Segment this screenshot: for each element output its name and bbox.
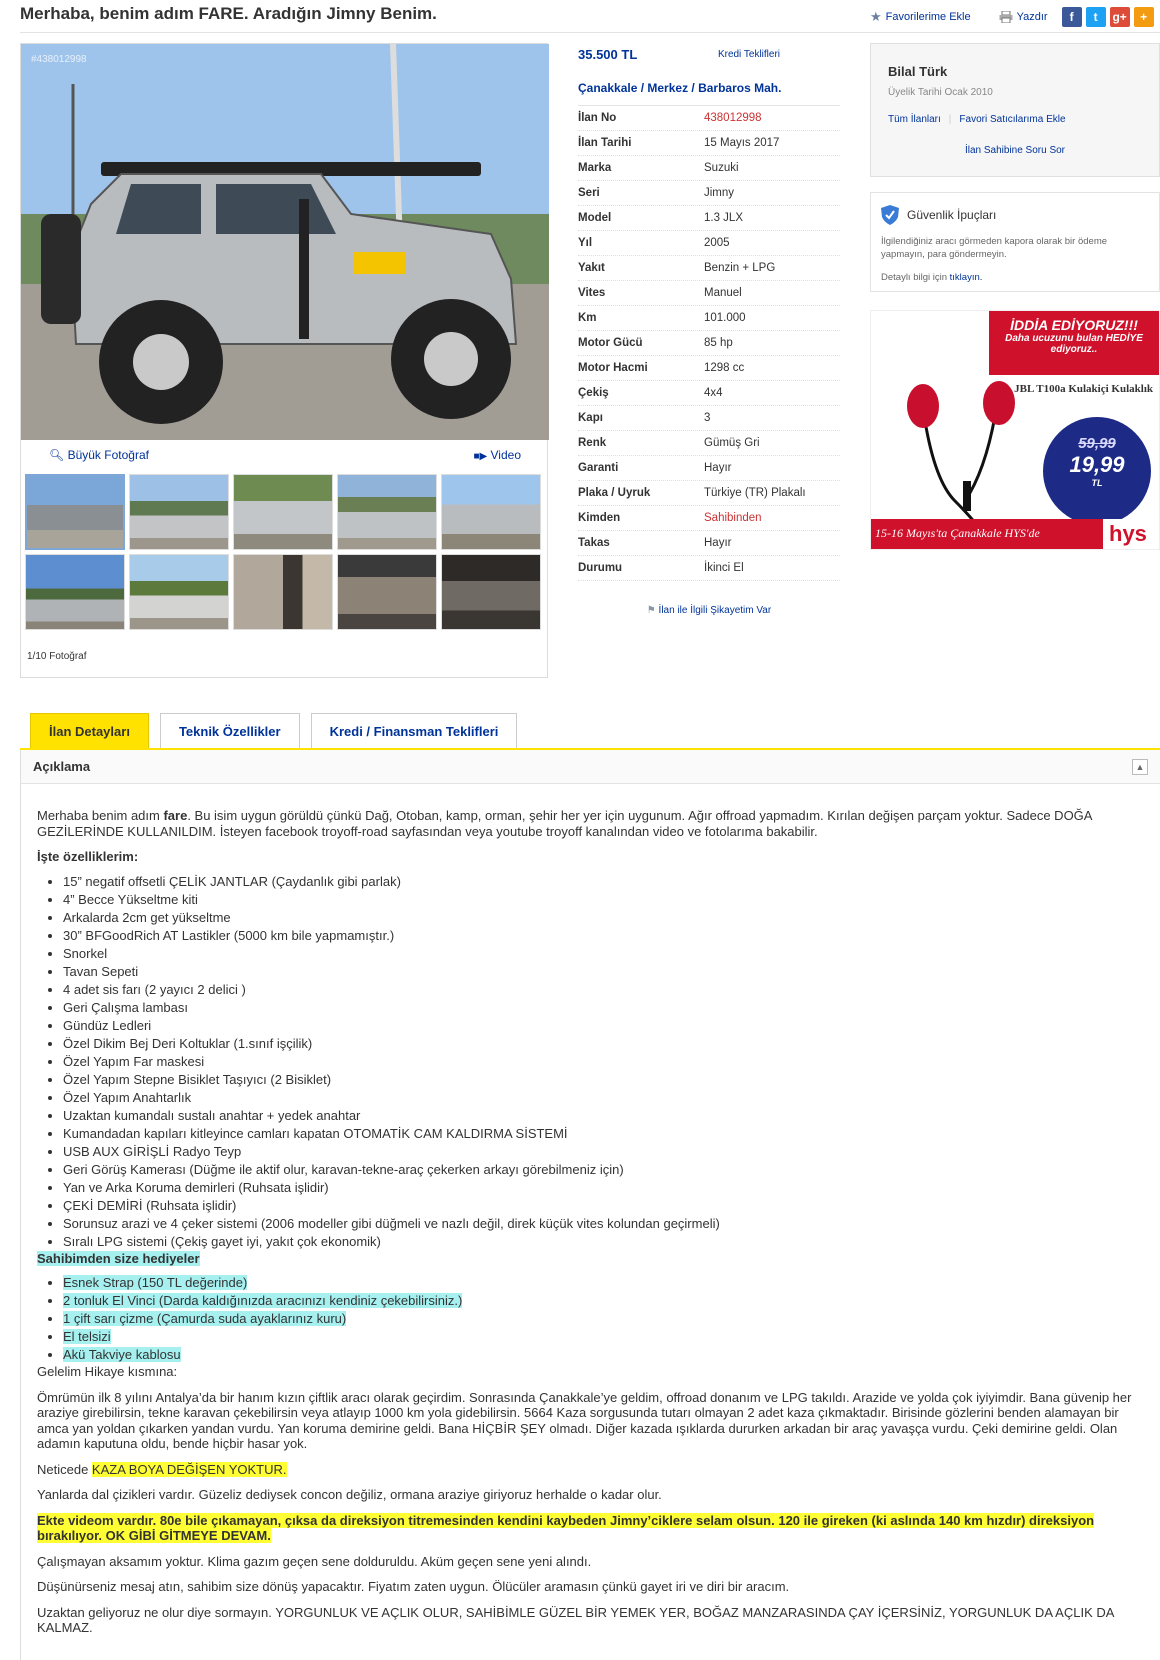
share-more-icon[interactable]: + <box>1134 7 1154 27</box>
attribute-row <box>578 106 840 131</box>
gift-text: 1 çift sarı çizme (Çamurda suda ayaklarınız kuru) <box>63 1311 347 1326</box>
gift-item <box>63 1310 1147 1328</box>
feature-item: • Uzaktan kumandalı sustalı anahtar + yedek anahtar <box>63 1107 1147 1125</box>
ad-product: JBL T100a Kulakiçi Kulaklık <box>1014 383 1153 395</box>
attribute-row <box>578 281 840 306</box>
photo-counter: 1/10 Fotoğraf <box>27 651 87 662</box>
seller-card <box>870 43 1160 177</box>
location-city[interactable]: Çanakkale <box>578 81 638 95</box>
features-list <box>37 873 1147 1251</box>
thumbnail-grid <box>25 474 545 630</box>
attribute-row <box>578 381 840 406</box>
photo-id-watermark: #438012998 <box>31 54 87 65</box>
attribute-key: Motor Gücü <box>578 337 643 349</box>
attribute-row <box>578 256 840 281</box>
all-listings-link[interactable]: Tüm İlanları <box>888 114 941 125</box>
attribute-row <box>578 481 840 506</box>
thumbnail[interactable] <box>337 554 437 630</box>
feature-item: • Özel Yapım Anahtarlık <box>63 1089 1147 1107</box>
feature-item: • 4” Becce Yükseltme kiti <box>63 891 1147 909</box>
attribute-value: 15 Mayıs 2017 <box>704 137 780 149</box>
feature-item: • 30” BFGoodRich AT Lastikler (5000 km bile yapmamıştır.) <box>63 927 1147 945</box>
attribute-key: Marka <box>578 162 612 174</box>
flag-icon: ⚑ <box>646 605 656 616</box>
attribute-value: Türkiye (TR) Plakalı <box>704 487 806 499</box>
gift-item <box>63 1328 1147 1346</box>
thumbnail[interactable] <box>25 474 125 550</box>
attribute-key: Model <box>578 212 612 224</box>
attribute-value: 1.3 JLX <box>704 212 743 224</box>
thumbnail[interactable] <box>233 474 333 550</box>
attribute-row <box>578 406 840 431</box>
twitter-icon[interactable]: t <box>1086 7 1106 27</box>
ad-footer: 15-16 Mayıs'ta Çanakkale HYS'de hys <box>871 519 1160 549</box>
story-paragraph: Ömrümün ilk 8 yılını Antalya’da bir hanım kızın çiftlik aracı olarak geçirdim. Sonrasında Çanakkale’ye geldim, offroad donanım ve LPG takıldı. Arazide ve yolda çok iyiyimdir. Bana güvenip her araziye girebilirsin, tekne karavan çekebilirsin veya atlayıp 1000 km yola gidebilirsin. 5664 Kaza sorgusunda tutarı olmayan 2 adet kaza çıkmaktadır. Birisinde gözlerini benden alamayan bir amca yan yoldan çıkarken yandan vurdu. Yan koruma demirine geldi. Bana HİÇBİR ŞEY olmadı. Diğer kazada ışıklarda dururken arkadan bir araç yavaşça vurdu. Çeki demirine geldi. Olan adamın kaputuna oldu, bende hiçbir hasar yok. <box>37 1389 1132 1451</box>
feature-item: • Geri Görüş Kamerası (Düğme ile aktif olur, karavan-tekne-araç çekerken arkayı görebilmeniz için) <box>63 1161 1147 1179</box>
attribute-value: Hayır <box>704 537 732 549</box>
gift-text: Esnek Strap (150 TL değerinde) <box>63 1275 248 1290</box>
advertisement-banner[interactable] <box>870 310 1160 550</box>
security-text: İlgilendiğiniz aracı görmeden kapora olarak bir ödeme yapmayın, para göndermeyin. <box>881 236 1108 260</box>
attribute-key: Vites <box>578 287 606 299</box>
location-neighborhood[interactable]: Barbaros Mah. <box>698 81 782 95</box>
top-actions <box>870 7 1154 27</box>
magnifier-icon: 🔍︎ <box>49 448 65 462</box>
thumbnail[interactable] <box>337 474 437 550</box>
tab-listing-details[interactable]: İlan Detayları <box>30 713 149 749</box>
photo-links <box>21 440 549 470</box>
security-more-link[interactable]: tıklayın. <box>949 272 983 283</box>
feature-item: • Snorkel <box>63 945 1147 963</box>
scratches-paragraph: Yanlarda dal çizikleri vardır. Güzeliz dediysek concon değiliz, ormana araziye giriyoruz herhalde o kadar olur. <box>37 1487 662 1502</box>
title-divider <box>20 32 1160 33</box>
shield-icon <box>881 205 899 225</box>
attribute-key: Takas <box>578 537 610 549</box>
attribute-row <box>578 156 840 181</box>
feature-item: • ÇEKİ DEMİRİ (Ruhsata işlidir) <box>63 1197 1147 1215</box>
security-tips: Güvenlik İpuçları İlgilendiğiniz aracı görmeden kapora olarak bir ödeme yapmayın, para göndermeyin. Detaylı bilgi için tıklayın. <box>870 192 1160 292</box>
thumbnail[interactable] <box>441 554 541 630</box>
attribute-value: Suzuki <box>704 162 739 174</box>
feature-item: • 15” negatif offsetli ÇELİK JANTLAR (Çaydanlık gibi parlak) <box>63 873 1147 891</box>
attribute-row <box>578 131 840 156</box>
attribute-row <box>578 531 840 556</box>
main-photo[interactable] <box>21 44 549 440</box>
attribute-value: Benzin + LPG <box>704 262 776 274</box>
print-link[interactable]: Yazdır <box>999 11 1048 23</box>
description-body <box>37 808 1147 1646</box>
location-district[interactable]: Merkez <box>647 81 689 95</box>
attribute-value: Manuel <box>704 287 742 299</box>
story-title: Gelelim Hikaye kısmına: <box>37 1364 178 1379</box>
credit-offers-link[interactable]: Kredi Teklifleri <box>717 48 780 60</box>
ask-seller-link[interactable]: İlan Sahibine Soru Sor <box>964 145 1066 156</box>
attribute-key: Seri <box>578 187 600 199</box>
thumbnail[interactable] <box>25 554 125 630</box>
attribute-key: Garanti <box>578 462 619 474</box>
member-since: Üyelik Tarihi Ocak 2010 <box>888 87 993 98</box>
feature-item: • Yan ve Arka Koruma demirleri (Ruhsata işlidir) <box>63 1179 1147 1197</box>
gift-item <box>63 1274 1147 1292</box>
thumbnail[interactable] <box>233 554 333 630</box>
gift-text: 2 tonluk El Vinci (Darda kaldığınızda aracınızı kendiniz çekebilirsiniz.) <box>63 1293 463 1308</box>
feature-item: • USB AUX GİRİŞLİ Radyo Teyp <box>63 1143 1147 1161</box>
tab-technical-specs[interactable]: Teknik Özellikler <box>160 713 300 749</box>
thumbnail[interactable] <box>129 474 229 550</box>
ad-brand-logo: hys <box>1103 519 1160 549</box>
jimny-photo-illustration <box>21 44 549 440</box>
attribute-key: Motor Hacmi <box>578 362 648 374</box>
ad-price-burst: 59,99 19,99 TL <box>1043 417 1151 525</box>
attribute-value: 3 <box>704 412 711 424</box>
attribute-value: Sahibinden <box>704 512 762 524</box>
attribute-key: Kapı <box>578 412 603 424</box>
no-issues-paragraph: Çalışmayan aksamım yoktur. Klima gazım geçen sene dolduruldu. Aküm geçen sene yeni alındı. <box>37 1553 592 1569</box>
feature-item: • Özel Yapım Far maskesi <box>63 1053 1147 1071</box>
attribute-row <box>578 356 840 381</box>
attribute-row <box>578 331 840 356</box>
attribute-value: 85 hp <box>704 337 733 349</box>
attribute-value: Hayır <box>704 462 732 474</box>
attribute-row <box>578 506 840 531</box>
description-panel <box>20 750 1160 1660</box>
attribute-value: İkinci El <box>704 562 744 574</box>
attribute-value: 101.000 <box>704 312 746 324</box>
listing-details <box>578 43 840 616</box>
thumbnail[interactable] <box>441 474 541 550</box>
video-note: Ekte videom vardır. 80e bile çıkamayan, çıksa da direksiyon titremesinden kendini kaybeden Jimny’ciklere selam olsun. 120 ile gireken (ki aslında 140 km hızdır) direksiyon bırakılıyor. OK GİBİ GİTMEYE DEVAM. <box>37 1512 1095 1543</box>
large-photo-link[interactable]: 🔍︎ Büyük Fotoğraf <box>49 448 149 462</box>
feature-item: • Özel Dikim Bej Deri Koltuklar (1.sınıf işçilik) <box>63 1035 1147 1053</box>
attribute-key: Renk <box>578 437 607 449</box>
facebook-icon[interactable]: f <box>1062 7 1082 27</box>
description-heading: Açıklama <box>33 759 91 774</box>
feature-item: • Arkalarda 2cm get yükseltme <box>63 909 1147 927</box>
feature-item: • Geri Çalışma lambası <box>63 999 1147 1017</box>
gift-item <box>63 1346 1147 1364</box>
attribute-key: Yıl <box>578 237 593 249</box>
tab-finance-offers[interactable]: Kredi / Finansman Teklifleri <box>311 713 518 749</box>
add-favorite-link[interactable]: ★ Favorilerime Ekle <box>870 9 971 24</box>
feature-item: • Özel Yapım Stepne Bisiklet Taşıyıcı (2 Bisiklet) <box>63 1071 1147 1089</box>
attribute-row <box>578 431 840 456</box>
attribute-key: Çekiş <box>578 387 609 399</box>
gifts-title: Sahibimden size hediyeler <box>37 1250 200 1266</box>
collapse-icon[interactable]: ▲ <box>1132 759 1148 775</box>
attribute-value: 4x4 <box>704 387 723 399</box>
attribute-row <box>578 181 840 206</box>
attribute-row <box>578 556 840 581</box>
contact-paragraph: Düşünürseniz mesaj atın, sahibim size dönüş yapacaktır. Fiyatım zaten uygun. Ölücüler aramasın çünkü gayet iri ve diri bir aracım. <box>37 1579 790 1594</box>
social-share <box>1062 7 1154 27</box>
attribute-value: 438012998 <box>704 112 762 124</box>
video-link[interactable]: ■▶ Video <box>473 448 521 462</box>
detail-tabs <box>30 713 517 749</box>
attribute-key: Yakıt <box>578 262 605 274</box>
feature-item: • Tavan Sepeti <box>63 963 1147 981</box>
printer-icon <box>999 11 1013 23</box>
attribute-value: Gümüş Gri <box>704 437 760 449</box>
attribute-key: Durumu <box>578 562 623 574</box>
feature-item: • Gündüz Ledleri <box>63 1017 1147 1035</box>
complaint-link[interactable]: ⚑ İlan ile İlgili Şikayetim Var <box>646 605 772 616</box>
feature-item: • Sorunsuz arazi ve 4 çeker sistemi (2006 modeller gibi düğmeli ve nazlı değil, direk küçük vites kolundan geçirmeli) <box>63 1215 1147 1233</box>
attribute-key: İlan Tarihi <box>578 137 632 149</box>
attribute-key: Km <box>578 312 597 324</box>
feature-item: • Kumandadan kapıları kitleyince camları kapatan OTOMATİK CAM KALDIRMA SİSTEMİ <box>63 1125 1147 1143</box>
feature-item: • Sıralı LPG sistemi (Çekiş gayet iyi, yakıt çok ekonomik) <box>63 1233 1147 1251</box>
gift-text: Akü Takviye kablosu <box>63 1347 181 1362</box>
gift-text: El telsizi <box>63 1329 111 1344</box>
gift-item <box>63 1292 1147 1310</box>
result-paragraph: Neticede KAZA BOYA DEĞİŞEN YOKTUR. <box>37 1461 287 1477</box>
photo-gallery <box>20 43 548 678</box>
page-title: Merhaba, benim adım FARE. Aradığın Jimny Benim. <box>20 4 437 23</box>
attribute-value: Jimny <box>704 187 735 199</box>
attribute-list <box>578 106 840 581</box>
attribute-key: İlan No <box>578 112 617 124</box>
google-plus-icon[interactable]: g+ <box>1110 7 1130 27</box>
attribute-key: Kimden <box>578 512 621 524</box>
attribute-key: Plaka / Uyruk <box>578 487 651 499</box>
attribute-row <box>578 456 840 481</box>
separator: | <box>948 114 952 125</box>
location-breadcrumb: Çanakkale / Merkez / Barbaros Mah. <box>578 81 840 106</box>
intro-paragraph: Merhaba benim adım fare. Bu isim uygun görüldü çünkü Dağ, Otoban, kamp, orman, şehir her yer için uygunum. Ağır offroad yapmadım. Kırılan değişen parçam yoktur. Sadece DOĞA GEZİLERİNDE KULLANILDIM. İsteyen facebook troyoff-road sayfasından veya youtube troyoff kanalından video ve fotolarıma bakabilir. <box>37 808 1092 839</box>
feature-item: • 4 adet sis farı (2 yayıcı 2 delici ) <box>63 981 1147 999</box>
seller-name: Bilal Türk <box>888 64 948 79</box>
attribute-row <box>578 231 840 256</box>
attribute-row <box>578 306 840 331</box>
add-favorite-seller-link[interactable]: Favori Satıcılarıma Ekle <box>959 114 1066 125</box>
gifts-list <box>37 1274 1147 1364</box>
price: 35.500 TL <box>578 46 638 62</box>
features-title: İşte özelliklerim: <box>37 849 139 864</box>
attribute-row <box>578 206 840 231</box>
closing-paragraph: Uzaktan geliyoruz ne olur diye sormayın. YORGUNLUK VE AÇLIK OLUR, SAHİBİMLE GÜZEL BİR YEMEK YER, BOĞAZ MANZARASINDA ÇAY İÇERSİNİZ, YORGUNLUK DA AÇLIK DA KALMAZ. <box>37 1604 1114 1635</box>
star-icon: ★ <box>870 9 882 24</box>
security-title: Güvenlik İpuçları <box>907 208 997 222</box>
attribute-value: 2005 <box>704 237 730 249</box>
video-camera-icon: ■▶ <box>473 451 488 462</box>
attribute-value: 1298 cc <box>704 362 745 374</box>
thumbnail[interactable] <box>129 554 229 630</box>
ad-headline-box: İDDİA EDİYORUZ!!! Daha ucuzunu bulan HEDİYE ediyoruz.. <box>989 311 1159 375</box>
